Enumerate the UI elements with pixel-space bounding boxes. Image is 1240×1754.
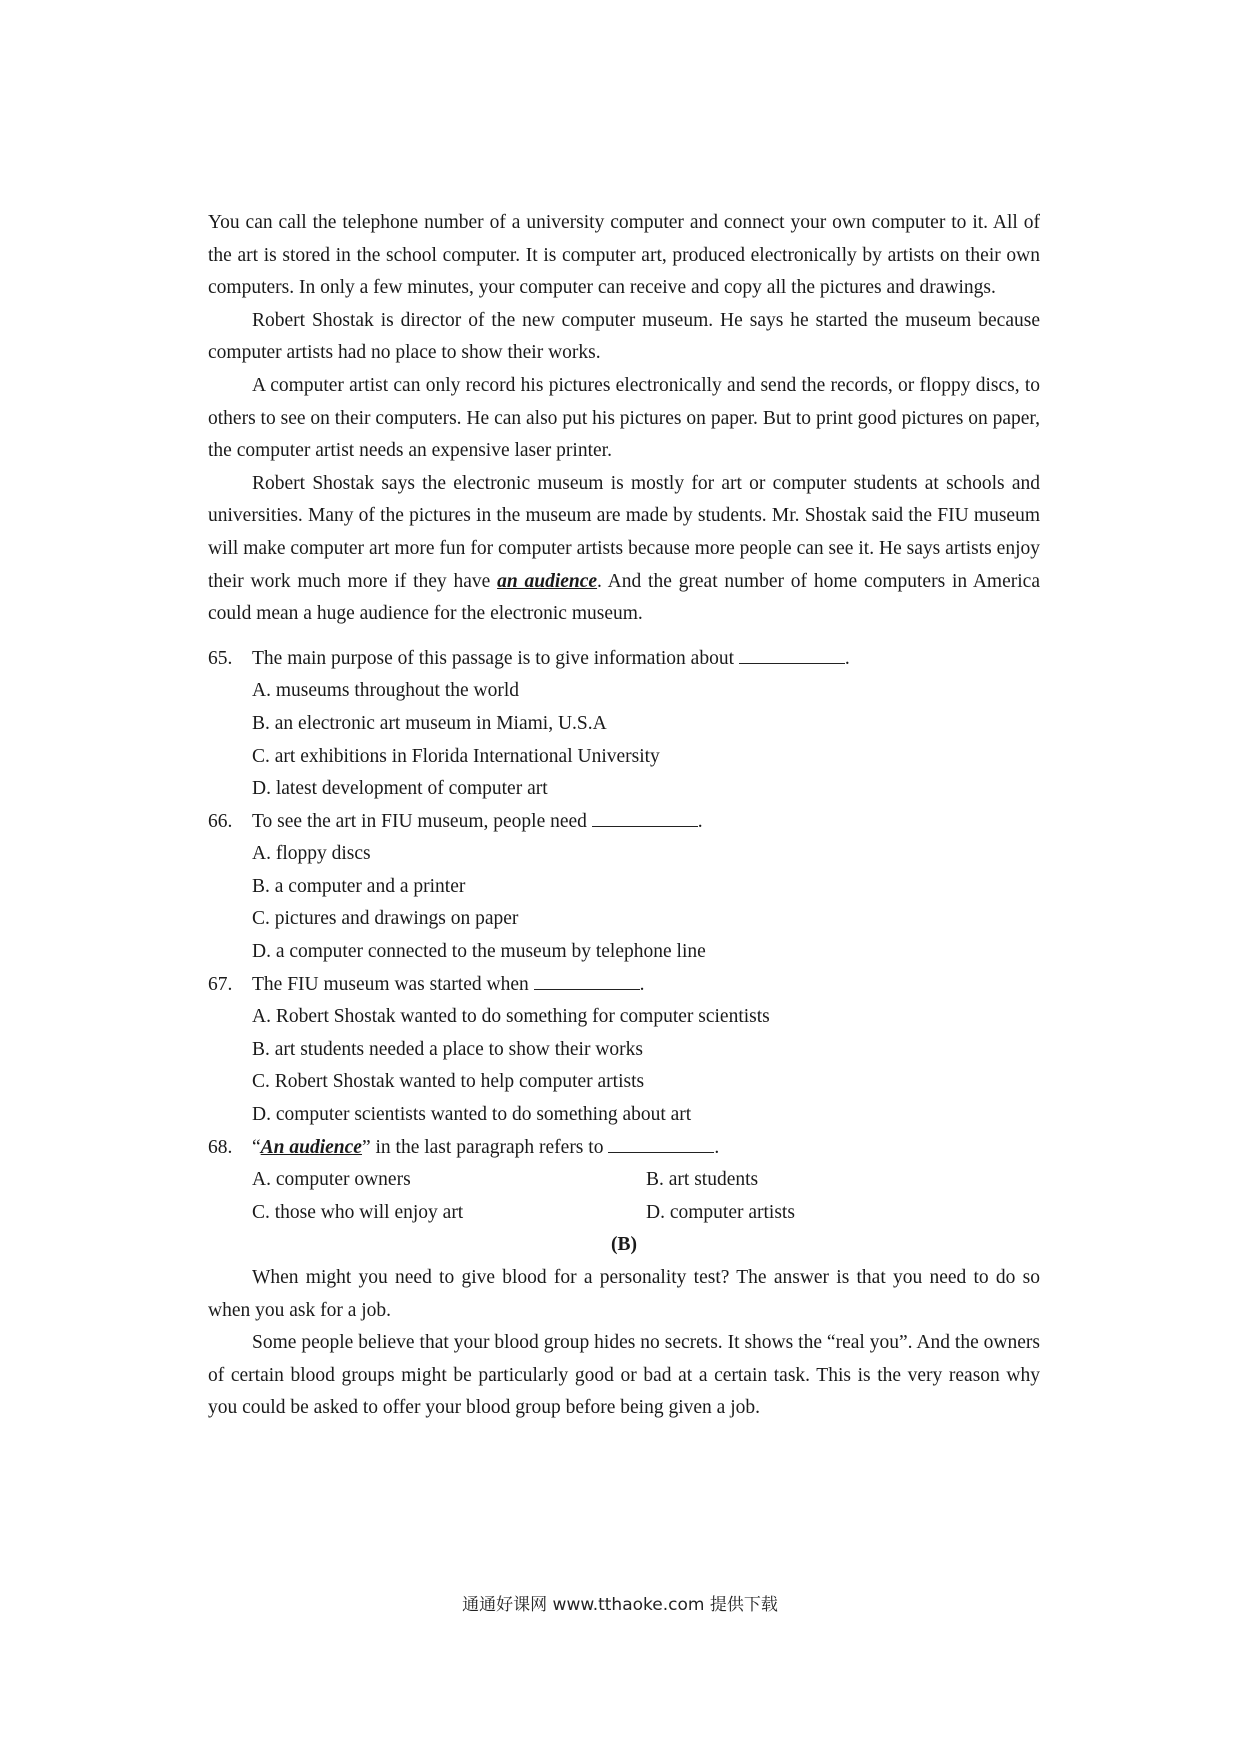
highlighted-phrase: an audience <box>497 570 598 592</box>
question-number: 68. <box>208 1136 233 1158</box>
question-stem <box>208 969 1040 1002</box>
question-68 <box>208 1132 1040 1230</box>
answer-blank <box>739 643 845 664</box>
question-text: The FIU museum was started when <box>252 973 529 995</box>
stem-period: . <box>639 973 645 995</box>
question-text: To see the art in FIU museum, people need <box>252 810 587 832</box>
footer-watermark: 通通好课网 www.tthaoke.com 提供下载 <box>462 1595 778 1615</box>
paragraph-4-text-end: . And the great number of home computers in America could mean a huge audience for the electronic museum. <box>208 570 1040 625</box>
option-d: D. computer artists <box>646 1201 795 1223</box>
document-page <box>208 207 1040 1425</box>
passage-paragraph-1: You can call the telephone number of a university computer and connect your own computer to it. All of the art is stored in the school computer. It is computer art, produced electronically by artists on their own computers. In only a few minutes, your computer can receive and copy all the pictures and drawings. <box>208 212 1040 299</box>
option-b: B. art students needed a place to show their works <box>252 1038 643 1060</box>
option-a: A. computer owners <box>252 1169 411 1191</box>
question-stem <box>208 643 1040 676</box>
answer-blank <box>608 1132 714 1153</box>
question-stem <box>208 806 1040 839</box>
question-number: 67. <box>208 973 233 995</box>
passage-paragraph-4 <box>208 468 1040 631</box>
question-65 <box>208 643 1040 806</box>
option-d: D. computer scientists wanted to do something about art <box>252 1104 692 1126</box>
option-c: C. art exhibitions in Florida International University <box>252 745 660 767</box>
answer-blank <box>534 969 640 990</box>
passage-paragraph-2: Robert Shostak is director of the new computer museum. He says he started the museum because computer artists had no place to show their works. <box>208 309 1040 364</box>
question-66 <box>208 806 1040 969</box>
question-text: ” in the last paragraph refers to <box>361 1136 604 1158</box>
question-stem <box>208 1132 1040 1165</box>
options-grid <box>208 1164 1040 1229</box>
option-b: B. an electronic art museum in Miami, U.S.A <box>252 712 607 734</box>
option-d: D. latest development of computer art <box>252 778 548 800</box>
question-67 <box>208 969 1040 1132</box>
option-b: B. a computer and a printer <box>252 875 466 897</box>
answer-blank <box>592 806 698 827</box>
question-text: The main purpose of this passage is to give information about <box>252 647 734 669</box>
option-c: C. pictures and drawings on paper <box>252 908 519 930</box>
quoted-phrase: An audience <box>260 1136 362 1158</box>
passage-paragraph-3: A computer artist can only record his pictures electronically and send the records, or floppy discs, to others to see on their computers. He can also put his pictures on paper. But to print good pictures on paper, the computer artist needs an expensive laser printer. <box>208 374 1040 462</box>
option-d: D. a computer connected to the museum by telephone line <box>252 941 706 963</box>
paragraph-4-text-start: Robert Shostak says the electronic museum is mostly for art or computer students at schools and universities. Many of the pictures in the museum are made by students. Mr. Shostak said the FIU museum will make computer art more fun for computer artists because more people can see it. He says artists enjoy their work much more if they have <box>208 472 1040 592</box>
section-b-paragraph-1: When might you need to give blood for a personality test? The answer is that you need to do so when you ask for a job. <box>208 1267 1040 1321</box>
question-list <box>208 643 1040 1230</box>
stem-period: . <box>844 647 850 669</box>
section-b-paragraph-2: Some people believe that your blood group hides no secrets. It shows the “real you”. And the owners of certain blood groups might be particularly good or bad at a certain task. This is the very reason why you could be asked to offer your blood group before being given a job. <box>208 1332 1040 1419</box>
option-c: C. Robert Shostak wanted to help computer artists <box>252 1071 645 1093</box>
option-a: A. Robert Shostak wanted to do something for computer scientists <box>252 1006 770 1028</box>
option-a: A. floppy discs <box>252 843 371 865</box>
section-heading: (B) <box>611 1234 637 1256</box>
question-number: 66. <box>208 810 233 832</box>
stem-period: . <box>697 810 703 832</box>
stem-period: . <box>714 1136 720 1158</box>
option-c: C. those who will enjoy art <box>252 1201 464 1223</box>
option-b: B. art students <box>646 1169 759 1191</box>
open-quote: “ <box>252 1136 261 1158</box>
question-number: 65. <box>208 647 233 669</box>
option-a: A. museums throughout the world <box>252 680 520 702</box>
